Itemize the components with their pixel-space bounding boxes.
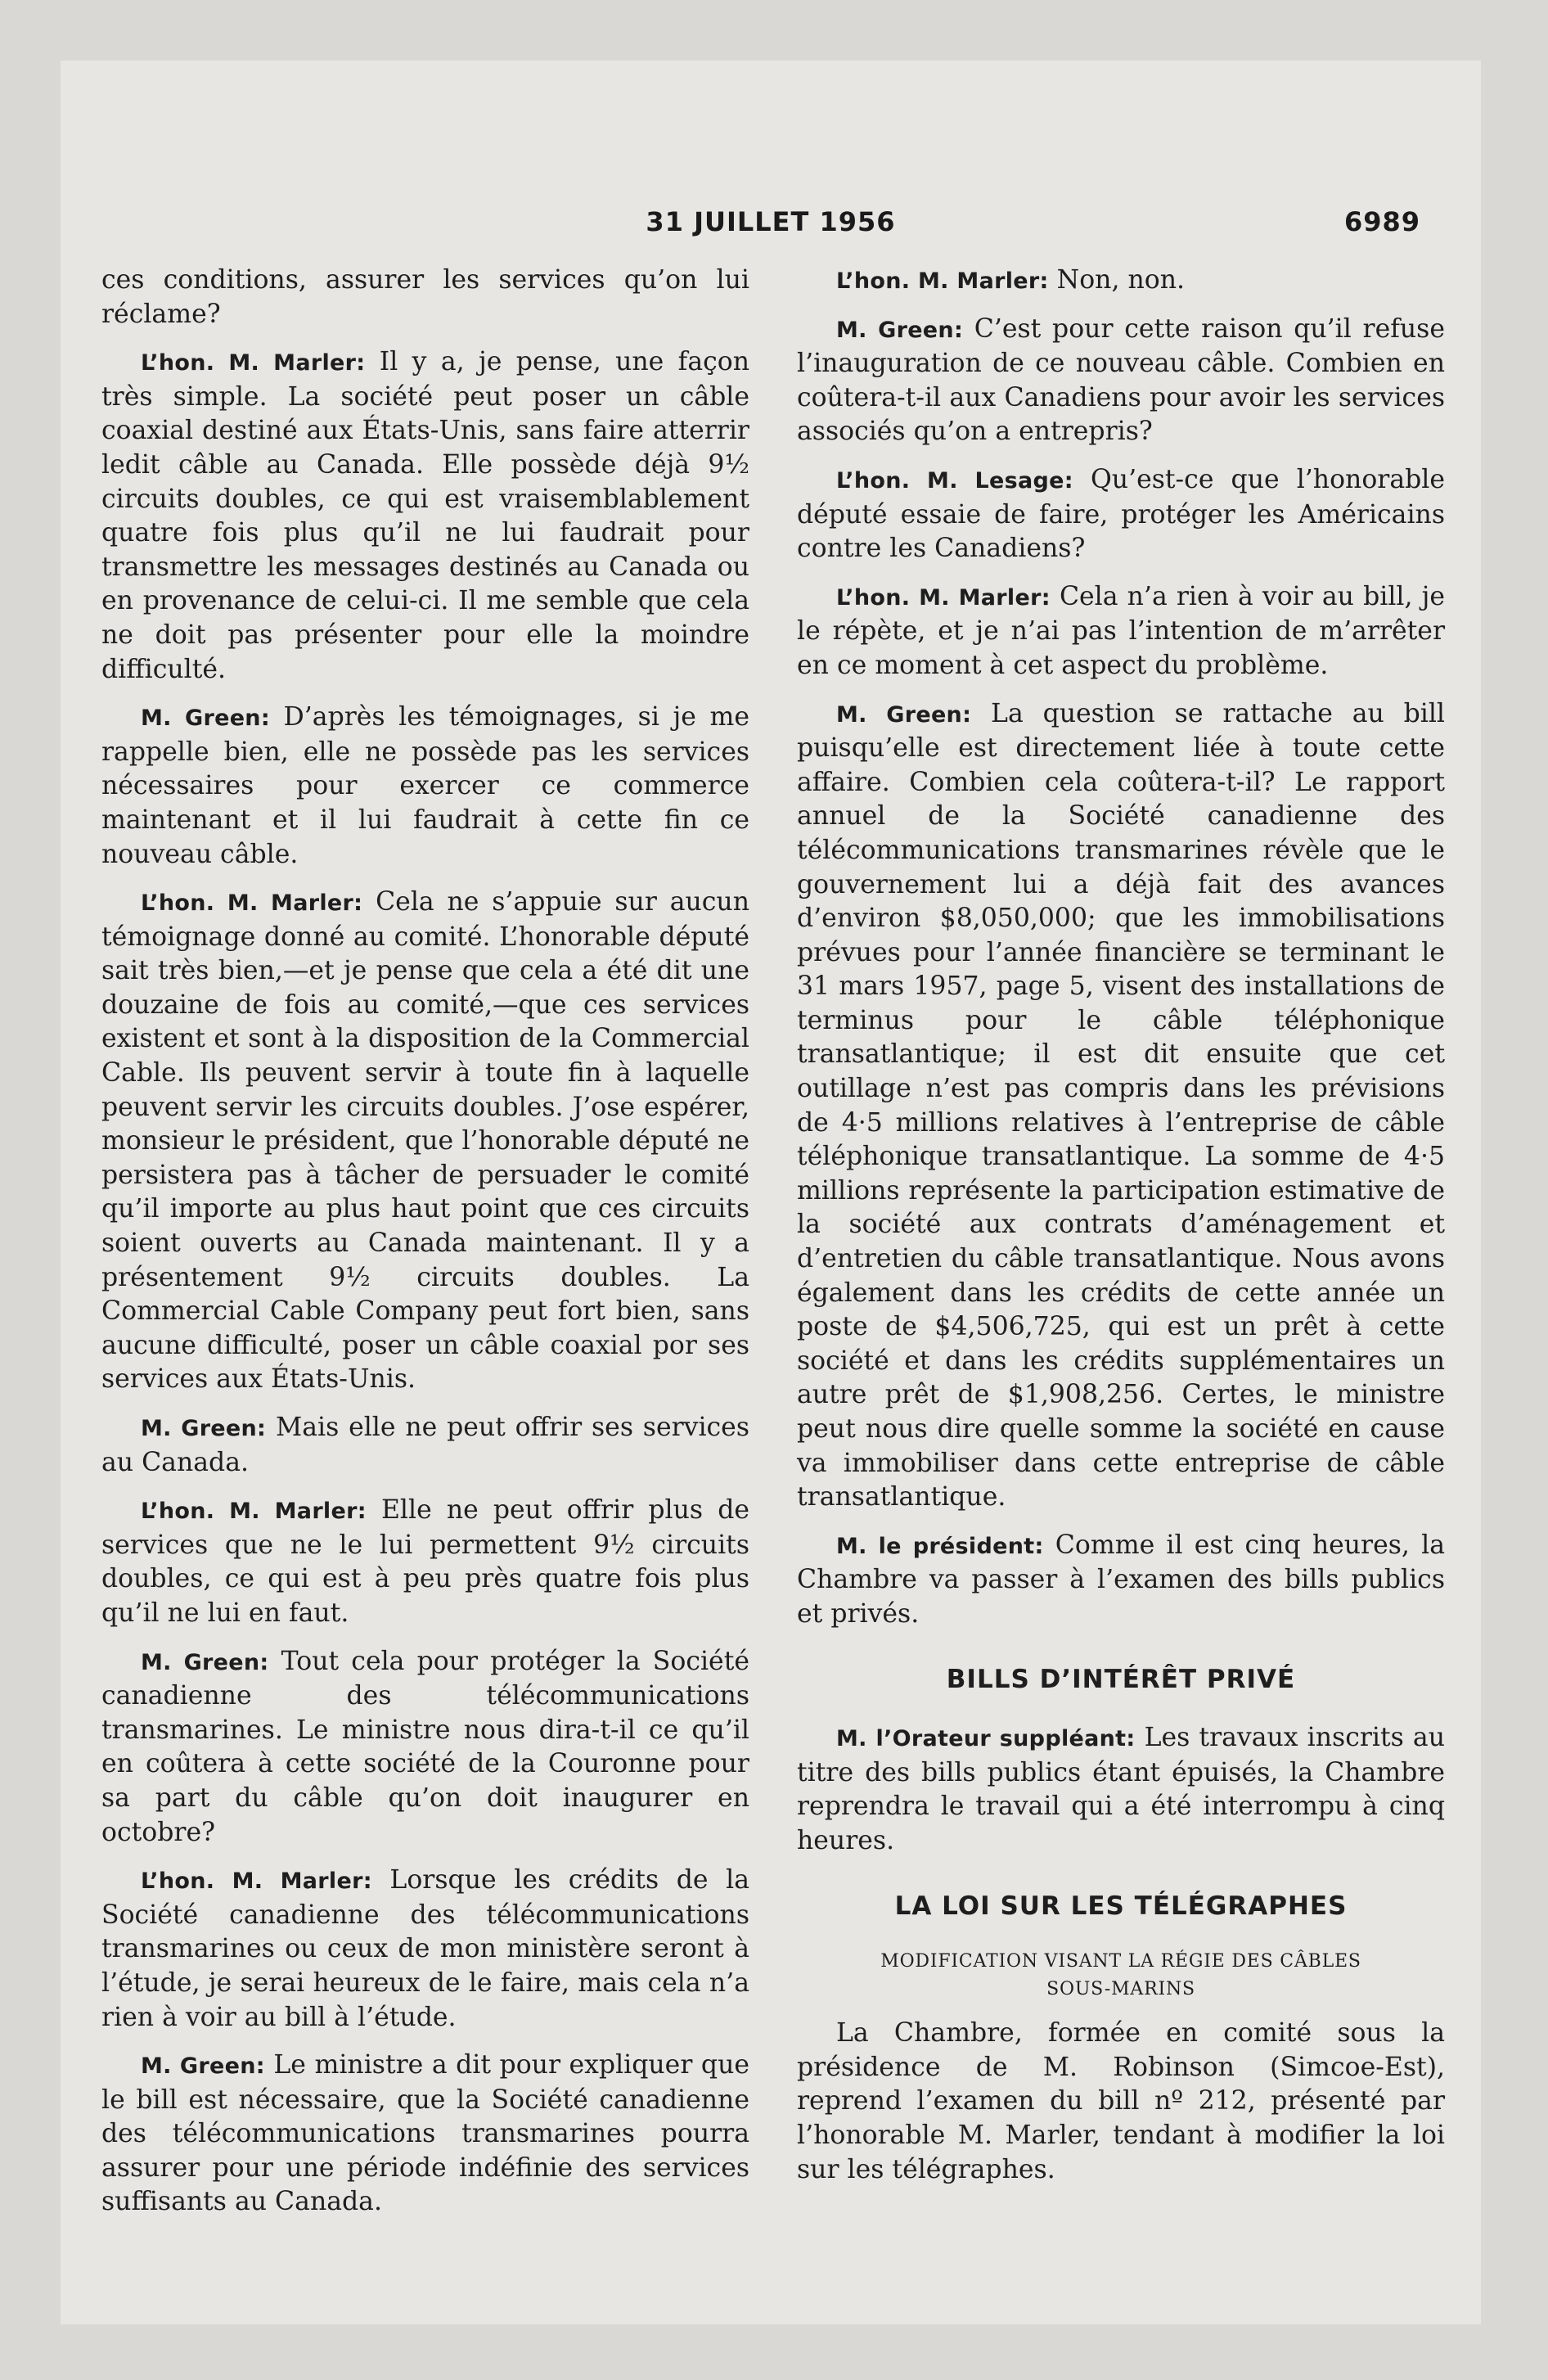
speaker-name: M. Green: <box>141 1649 269 1675</box>
paragraph <box>101 1411 749 1480</box>
speaker-name: L’hon. M. Marler: <box>141 1499 367 1525</box>
speaker-name: L’hon. M. Marler: <box>836 584 1051 611</box>
paragraph-text: Comme il est cinq heures, la Chambre va passer à l’examen des bills publics et privés. <box>797 1530 1446 1629</box>
speaker-name: M. Green: <box>836 317 964 343</box>
page-number: 6989 <box>1343 206 1420 237</box>
paragraph <box>797 1721 1445 1858</box>
paragraph <box>797 1529 1445 1632</box>
paragraph <box>797 463 1445 566</box>
paragraph-text: D’après les témoignages, si je me rappelle bien, elle ne possède pas les services nécessaires pour exercer ce commerce maintenant et il lui faudrait à cette fin ce nouveau câble. <box>101 702 749 869</box>
paragraph <box>101 345 749 687</box>
paragraph <box>797 264 1445 299</box>
speaker-name: M. Green: <box>141 2053 265 2080</box>
paragraph-text: Cela ne s’appuie sur aucun témoignage donné au comité. L’honorable député sait très bien,—et je pense que cela a été dit une douzaine de fois au comité,—que ces services existent et sont à la disposition de la Commercial Cable. Ils peuvent servir à toute fin à laquelle peuvent servir les circuits doubles. J’ose espérer, monsieur le président, que l’honorable député ne persistera pas à tâcher de persuader le comité qu’il importe au plus haut point que ces circuits soient ouverts au Canada maintenant. Il y a présentement 9½ circuits doubles. La Commercial Cable Company peut fort bien, sans aucune difficulté, poser un câble coaxial por ses services aux États-Unis. <box>101 887 750 1395</box>
paragraph-text: Tout cela pour protéger la Société canadienne des télécommunications transmarines. Le ministre nous dira-t-il ce qu’il en coûtera à cette société de la Couronne pour sa part du câble qu’on doit inaugurer en octobre? <box>101 1646 749 1847</box>
speaker-name: M. le président: <box>836 1533 1044 1559</box>
section-heading: LA LOI SUR LES TÉLÉGRAPHES <box>894 1891 1348 1921</box>
paragraph <box>101 1864 749 2035</box>
left-column <box>101 264 749 2234</box>
page-header <box>61 206 1481 247</box>
speaker-name: L’hon. M. Marler: <box>836 268 1049 294</box>
header-date: 31 JUILLET 1956 <box>646 206 896 237</box>
section-heading: BILLS D’INTÉRÊT PRIVÉ <box>946 1664 1296 1694</box>
subheading-line: MODIFICATION VISANT LA RÉGIE DES CÂBLES <box>880 1951 1361 1972</box>
speaker-name: M. l’Orateur suppléant: <box>836 1726 1136 1752</box>
subheading-line: SOUS-MARINS <box>1046 1979 1195 2000</box>
paragraph-text: Les travaux inscrits au titre des bills publics étant épuisés, la Chambre reprendra le travail qui a été interrompu à cinq heures. <box>797 1723 1445 1855</box>
paragraph-text: La Chambre, formée en comité sous la présidence de M. Robinson (Simcoe-Est), reprend l’examen du bill nº 212, présenté par l’honorable M. Marler, tendant à modifier la loi sur les télégraphes. <box>797 2018 1445 2184</box>
paragraph <box>797 580 1445 683</box>
paragraph-text: La question se rattache au bill puisqu’elle est directement liée à toute cette affaire. Combien cela coûtera-t-il? Le rapport annuel de la Société canadienne des télécommunications transmarines révèle que le gouvernement lui a déjà fait des avances d’environ $8,050,000; que les immobilisations prévues pour l’année financière se terminant le 31 mars 1957, page 5, visent des installations de terminus pour le câble téléphonique transatlantique; il est dit ensuite que cet outillage n’est pas compris dans les prévisions de 4·5 millions relatives à l’entreprise de câble téléphonique transatlantique. La somme de 4·5 millions représente la participation estimative de la société aux contrats d’aménagement et d’entretien du câble transatlantique. Nous avons également dans les crédits de cette année un poste de $4,506,725, qui est un prêt à cette société et dans les crédits supplémentaires un autre prêt de $1,908,256. Certes, le ministre peut nous dire quelle somme la société en cause va immobiliser dans cette entreprise de câble transatlantique. <box>797 698 1445 1512</box>
speaker-name: L’hon. M. Marler: <box>141 350 366 376</box>
paragraph <box>797 697 1445 1515</box>
page <box>61 61 1481 2324</box>
paragraph <box>101 2049 749 2220</box>
paragraph <box>797 313 1445 449</box>
paragraph-text: Mais elle ne peut offrir ses services au Canada. <box>101 1413 749 1477</box>
paragraph-text: Non, non. <box>1056 265 1186 295</box>
paragraph-text: Il y a, je pense, une façon très simple. La société peut poser un câble coaxial destiné aux États-Unis, sans faire atterrir ledit câble au Canada. Elle possède déjà 9½ circuits doubles, ce qui est vraisemblablement quatre fois plus qu’il ne lui faudrait pour transmettre les messages destinés au Canada ou en provenance de celui-ci. Il me semble que cela ne doit pas présenter pour elle la moindre difficulté. <box>101 347 750 684</box>
speaker-name: M. Green: <box>836 701 972 728</box>
paragraph <box>101 1494 749 1630</box>
paragraph <box>101 886 749 1397</box>
speaker-name: M. Green: <box>141 1416 267 1441</box>
paragraph-text: Elle ne peut offrir plus de services que ne le lui permettent 9½ circuits doubles, ce qui est à peu près quatre fois plus qu’il ne lui en faut. <box>101 1495 750 1628</box>
paragraph-text: Le ministre a dit pour expliquer que le bill est nécessaire, que la Société canadienne des télécommunications transmarines pourra assurer pour une période indéfinie des services suffisants au Canada. <box>101 2050 749 2217</box>
paragraph-text: C’est pour cette raison qu’il refuse l’inauguration de ce nouveau câble. Combien en coûtera-t-il aux Canadiens pour avoir les services associés qu’on a entrepris? <box>797 313 1445 447</box>
speaker-name: L’hon. M. Marler: <box>141 1868 372 1895</box>
paragraph-text: Lorsque les crédits de la Société canadienne des télécommunications transmarines ou ceux de mon ministère seront à l’étude, je serai heureux de le faire, mais cela n’a rien à voir au bill à l’étude. <box>101 1865 750 2032</box>
section-subheading <box>797 1948 1445 2004</box>
paragraph <box>101 701 749 872</box>
paragraph-text: Qu’est-ce que l’honorable député essaie de faire, protéger les Américains contre les Canadiens? <box>797 464 1445 564</box>
right-column <box>797 264 1445 2201</box>
speaker-name: L’hon. M. Marler: <box>141 890 363 917</box>
speaker-name: M. Green: <box>141 705 270 732</box>
paragraph-text: Cela n’a rien à voir au bill, je le répète, et je n’ai pas l’intention de m’arrêter en ce moment à cet aspect du problème. <box>797 581 1446 680</box>
paragraph <box>797 2017 1445 2187</box>
paragraph-text: ces conditions, assurer les services qu’on lui réclame? <box>101 265 749 329</box>
paragraph <box>101 1645 749 1850</box>
speaker-name: L’hon. M. Lesage: <box>836 467 1073 494</box>
paragraph <box>101 264 749 331</box>
